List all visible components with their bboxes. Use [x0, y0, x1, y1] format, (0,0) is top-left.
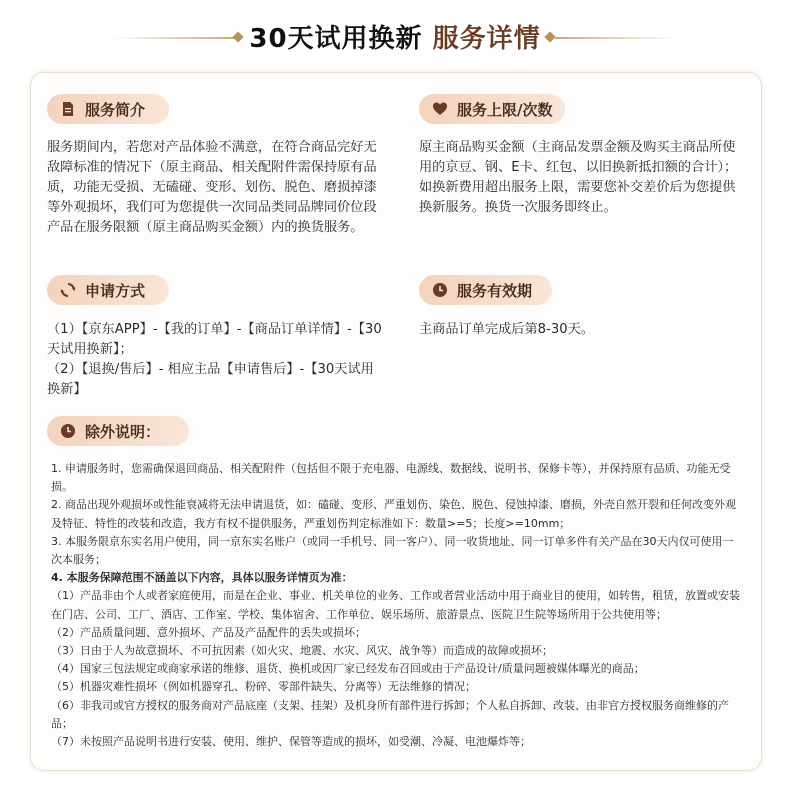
exclusion-item: 2. 商品出现外观损坏或性能衰减将无法申请退货，如：磕碰、变形、严重划伤、染色、脱色、侵蚀掉漆、磨损，外壳自然开裂和任何改变外观及特征、特性的改装和改造，我方有权不提供服务，严重划伤判定标准如下：数量>=5；长度>=10mm；: [51, 498, 736, 530]
exclusion-item: （7）未按照产品说明书进行安装、使用、维护、保管等造成的损坏，如受潮、冷凝、电池爆炸等；: [51, 735, 531, 749]
header-decor-line-right: [555, 37, 680, 39]
intro-text: 服务期间内，若您对产品体验不满意，在符合商品完好无敌障标准的情况下（原主商品、相关配附件需保持原有品质，功能无受损、无磕碰、变形、划伤、脱色、磨损掉漆等外观损坏，我们可为您提供一次同品类同品牌同价位段产品在服务限额（原主商品购买金额）内的换货服务。: [47, 140, 377, 235]
section-header-validity: [419, 275, 552, 305]
exclusion-item: （1）产品非由个人或者家庭使用，而是在企业、事业、机关单位的业务、工作或者营业活动中用于商业目的使用，如转售，租赁，放置或安装在门店、公司、工厂、酒店、工作室、学校、集体宿舍、工作单位、娱乐场所、旅游景点、医院卫生院等场所用于公共使用等；: [51, 589, 740, 621]
section-title-apply: 申请方式: [85, 281, 146, 300]
document-icon: [59, 100, 77, 118]
exclusion-item-heading: 4. 本服务保障范围不涵盖以下内容，具体以服务详情页为准：: [51, 571, 353, 585]
section-title-intro: 服务简介: [85, 100, 146, 119]
exclusion-item: 1. 申请服务时，您需确保退回商品、相关配附件（包括但不限于充电器、电源线、数据线、说明书、保修卡等），并保持原有品质、功能无受损。: [51, 462, 731, 494]
limit-text: [419, 138, 747, 218]
section-header-intro: [47, 94, 169, 124]
exclusion-item: （5）机器灾难性损坏（例如机器穿孔、粉碎、零部件缺失、分离等）无法维修的情况；: [51, 680, 476, 694]
apply-text: [47, 320, 382, 400]
exclusion-item: （6）非我司或官方授权的服务商对产品底座（支架、挂架）及机身所有部件进行拆卸；个人私自拆卸、改装、由非官方授权服务商维修的产品；: [51, 698, 729, 730]
exclusions-list: [51, 460, 741, 751]
exclusion-item: （3）日由于人为故意损坏、不可抗因素（如火灾、地震、水灾、风灾、战争等）而造成的故障或损坏；: [51, 644, 553, 658]
page-title-accent: 服务详情: [432, 24, 541, 54]
exclusion-item: 3. 本服务限京东实名用户使用，同一京东实名账户（或同一手机号、同一客户）、同一收货地址、同一订单多件有关产品在30天内仅可使用一次本服务；: [51, 534, 734, 567]
apply-line-1: （1）【京东APP】-【我的订单】-【商品订单详情】-【30天试用换新】；: [47, 322, 382, 357]
page-title-main: 30天试用换新: [249, 24, 423, 54]
clock-icon: [59, 422, 77, 440]
limit-text-line2: 如换新费用超出服务上限，需要您补交差价后为您提供换新服务。换货一次服务即终止。: [419, 180, 736, 215]
section-header-limit: [419, 94, 565, 124]
service-details-card: [30, 72, 762, 771]
refresh-icon: [59, 281, 77, 299]
section-title-validity: 服务有效期: [457, 281, 533, 300]
apply-line-2: （2）【退换/售后】- 相应主品【申请售后】-【30天试用换新】: [47, 362, 374, 397]
section-title-exclusions: 除外说明：: [85, 422, 161, 441]
section-header-apply: [47, 275, 169, 305]
exclusion-item: （4）国家三包法规定或商家承诺的维修、退货、换机或因厂家已经发布召回或由于产品设计/质量问题被媒体曝光的商品；: [51, 662, 645, 676]
clock-icon: [431, 281, 449, 299]
exclusion-item: （2）产品质量问题、意外损坏、产品及产品配件的丢失或损坏；: [51, 625, 366, 639]
section-title-limit: 服务上限/次数: [457, 100, 553, 119]
limit-text-line1: 原主商品购买金额（主商品发票金额及购买主商品所使用的京豆、钢、E卡、红包、以旧换新抵扣额的合计）；: [419, 140, 738, 175]
validity-text: 主商品订单完成后第8-30天。: [419, 322, 594, 337]
section-header-exclusions: [47, 416, 189, 446]
page-header: [0, 0, 790, 72]
heart-icon: [431, 100, 449, 118]
